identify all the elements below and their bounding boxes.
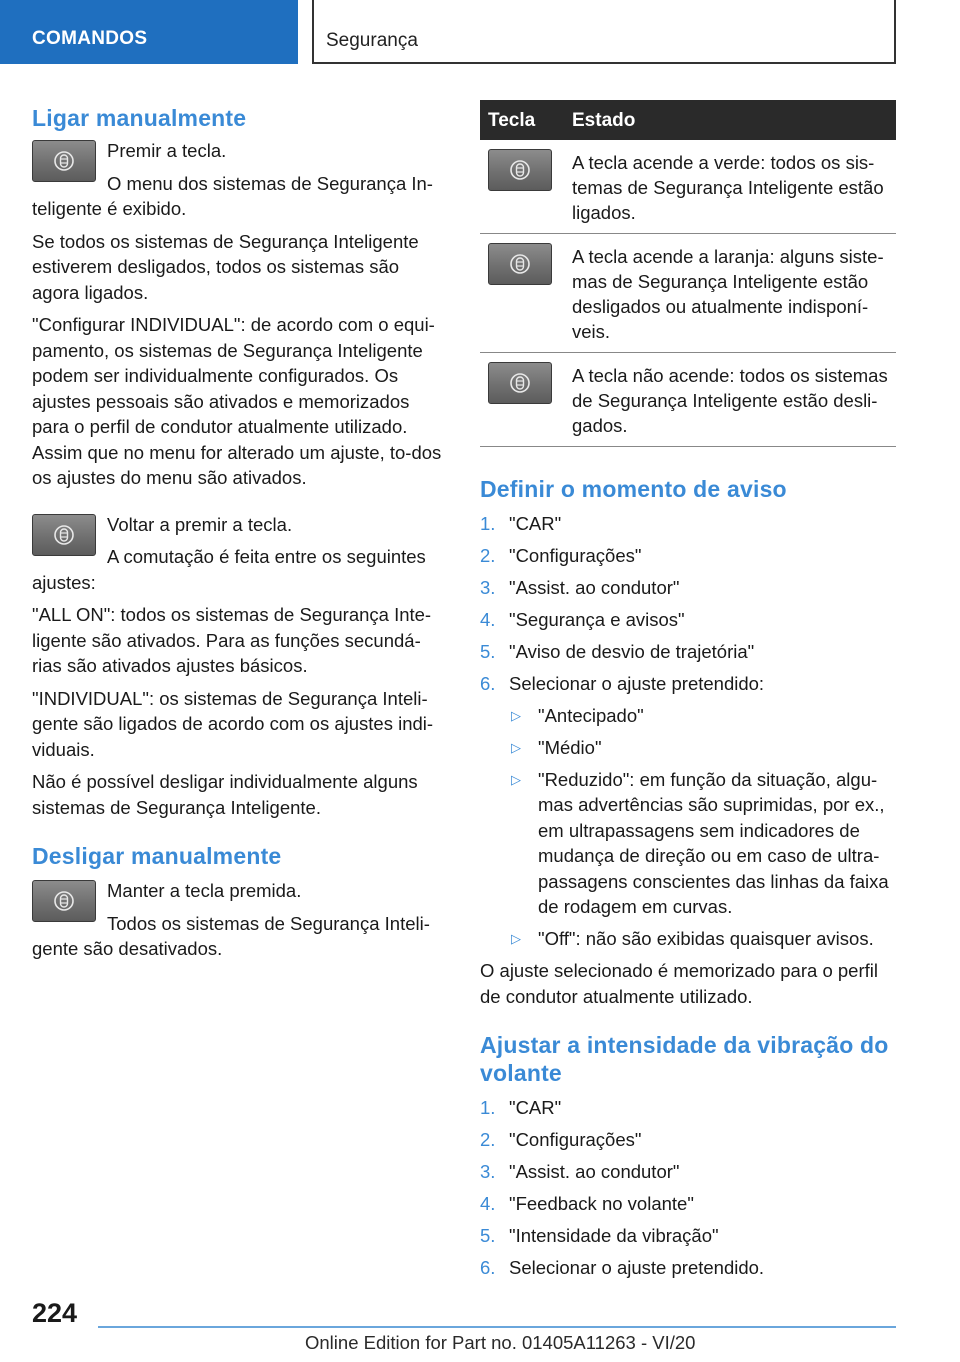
list-item (480, 543, 896, 569)
heading-desligar: Desligar manualmente (32, 843, 282, 869)
table-header-key: Tecla (480, 100, 564, 140)
chapter-tab (0, 0, 298, 64)
step-text: "Configurações" (509, 1129, 642, 1150)
paragraph-individual-config: "Configurar INDIVIDUAL": de acordo com o equi-pamento, os sistemas de Segurança Inteligente podem ser individualmente configurados. Os ajustes pessoais são ativados e memorizados para o perfil de condutor atualmente utilizado. Assim que no menu for alterado um ajuste, to-dos os ajustes do menu são ativados. (32, 314, 442, 488)
step-number: 2. (480, 545, 496, 566)
bullet-triangle-icon: ▷ (511, 931, 521, 946)
safety-icon (53, 890, 75, 912)
safety-icon (509, 159, 531, 181)
section-title: Segurança (326, 30, 418, 51)
paragraph-all-on: "ALL ON": todos os sistemas de Segurança Inte-ligente são ativados. Para as funções secundá-rias são ativados ajustes básicos. (32, 604, 432, 676)
option-item (509, 703, 896, 729)
table-cell-state: A tecla acende a verde: todos os sis-temas de Segurança Inteligente estão ligados. (564, 140, 896, 234)
warning-steps-list (480, 511, 896, 952)
option-text: "Médio" (538, 736, 602, 758)
warning-options-list (509, 703, 896, 952)
step-text: "Assist. ao condutor" (509, 1161, 680, 1182)
step-text: "CAR" (509, 513, 562, 534)
key-1-action: Premir a tecla. (107, 140, 227, 161)
table-row (480, 140, 896, 234)
key-instruction-2 (32, 512, 450, 603)
key-instruction-1 (32, 138, 450, 229)
table-cell-state: A tecla não acende: todos os sistemas de Segurança Inteligente estão desli-gados. (564, 353, 896, 447)
safety-icon (53, 524, 75, 546)
safety-key-image (488, 149, 552, 191)
heading-vibration: Ajustar a intensidade da vibração do volante (480, 1032, 889, 1086)
safety-key-image (488, 362, 552, 404)
step-number: 3. (480, 1161, 496, 1182)
page-number: 224 (32, 1298, 78, 1328)
heading-warning-time: Definir o momento de aviso (480, 476, 787, 502)
step-number: 1. (480, 1097, 496, 1118)
step-number: 4. (480, 1193, 496, 1214)
table-row (480, 234, 896, 353)
safety-key-image (32, 140, 96, 182)
step-number: 1. (480, 513, 496, 534)
option-item (509, 926, 896, 952)
safety-key-image (32, 880, 96, 922)
key-state-table (480, 100, 896, 447)
paragraph-individual: "INDIVIDUAL": os sistemas de Segurança Inteli-gente são ligados de acordo com os ajustes indi-viduais. (32, 687, 434, 760)
key-3-action: Manter a tecla premida. (107, 880, 302, 901)
bullet-triangle-icon: ▷ (511, 739, 521, 755)
safety-icon (509, 253, 531, 275)
paragraph-not-possible: Não é possível desligar individualmente alguns sistemas de Segurança Inteligente. (32, 771, 418, 818)
step-text: "Aviso de desvio de trajetória" (509, 641, 755, 662)
table-cell-key (480, 234, 564, 353)
list-item (480, 671, 896, 952)
bullet-triangle-icon: ▷ (511, 707, 521, 723)
paragraph-all-off: Se todos os sistemas de Segurança Inteligente estiverem desligados, todos os sistemas são agora ligados. (32, 230, 419, 303)
safety-key-image (32, 514, 96, 556)
key-3-result: Todos os sistemas de Segurança Inteli-gente são desativados. (32, 912, 430, 959)
step-text: "Feedback no volante" (509, 1193, 694, 1214)
safety-icon (53, 150, 75, 172)
table-header-state: Estado (564, 100, 896, 140)
list-item (480, 1255, 896, 1281)
table-cell-key (480, 140, 564, 234)
list-item (480, 511, 896, 537)
chapter-title: COMANDOS (32, 28, 148, 49)
section-vibration (480, 1031, 896, 1281)
option-text: "Reduzido": em função da situação, algu-mas advertências são suprimidas, por ex., em ultrapassagens sem indicadores de mudança de direção ou em caso de ultra-passagens conscientes das linhas da faixa de rodagem em curvas. (538, 768, 889, 917)
option-item (509, 735, 896, 761)
list-item (480, 607, 896, 633)
step-text: "CAR" (509, 1097, 562, 1118)
option-item (509, 767, 896, 920)
list-item (480, 1127, 896, 1153)
option-text: "Off": não são exibidas quaisquer avisos. (538, 928, 874, 949)
list-item (480, 575, 896, 601)
footer-divider (98, 1326, 896, 1328)
table-header-row (480, 100, 896, 140)
list-item (480, 639, 896, 665)
section-header (312, 0, 896, 64)
step-text: "Assist. ao condutor" (509, 577, 680, 598)
key-2-result: A comutação é feita entre os seguintes ajustes: (32, 546, 426, 593)
step-number: 6. (480, 1257, 496, 1278)
step-text: Selecionar o ajuste pretendido: (509, 673, 765, 694)
list-item (480, 1223, 896, 1249)
list-item (480, 1159, 896, 1185)
step-text: "Segurança e avisos" (509, 609, 685, 630)
table-row (480, 353, 896, 447)
table-cell-key (480, 353, 564, 447)
key-instruction-3 (32, 878, 450, 969)
step-number: 3. (480, 577, 496, 598)
list-item (480, 1095, 896, 1121)
vibration-steps-list (480, 1095, 896, 1281)
safety-icon (509, 372, 531, 394)
right-column (480, 100, 896, 1287)
step-text: Selecionar o ajuste pretendido. (509, 1257, 765, 1278)
safety-key-image (488, 243, 552, 285)
step-text: "Intensidade da vibração" (509, 1225, 719, 1246)
section-warning-time (480, 475, 896, 1009)
step-number: 5. (480, 641, 496, 662)
footer-edition: Online Edition for Part no. 01405A11263 - VI/20 (305, 1332, 696, 1353)
step-number: 4. (480, 609, 496, 630)
step-text: "Configurações" (509, 545, 642, 566)
step-number: 2. (480, 1129, 496, 1150)
left-column (32, 100, 450, 969)
warning-note: O ajuste selecionado é memorizado para o perfil de condutor atualmente utilizado. (480, 960, 878, 1007)
option-text: "Antecipado" (538, 704, 644, 726)
list-item (480, 1191, 896, 1217)
key-1-result: O menu dos sistemas de Segurança In-teligente é exibido. (32, 172, 433, 219)
heading-ligar: Ligar manualmente (32, 105, 247, 131)
key-2-action: Voltar a premir a tecla. (107, 513, 293, 535)
table-cell-state: A tecla acende a laranja: alguns siste-mas de Segurança Inteligente estão desligados ou atualmente indisponí-veis. (564, 234, 896, 353)
bullet-triangle-icon: ▷ (511, 771, 521, 787)
step-number: 5. (480, 1225, 496, 1246)
step-number: 6. (480, 673, 496, 694)
